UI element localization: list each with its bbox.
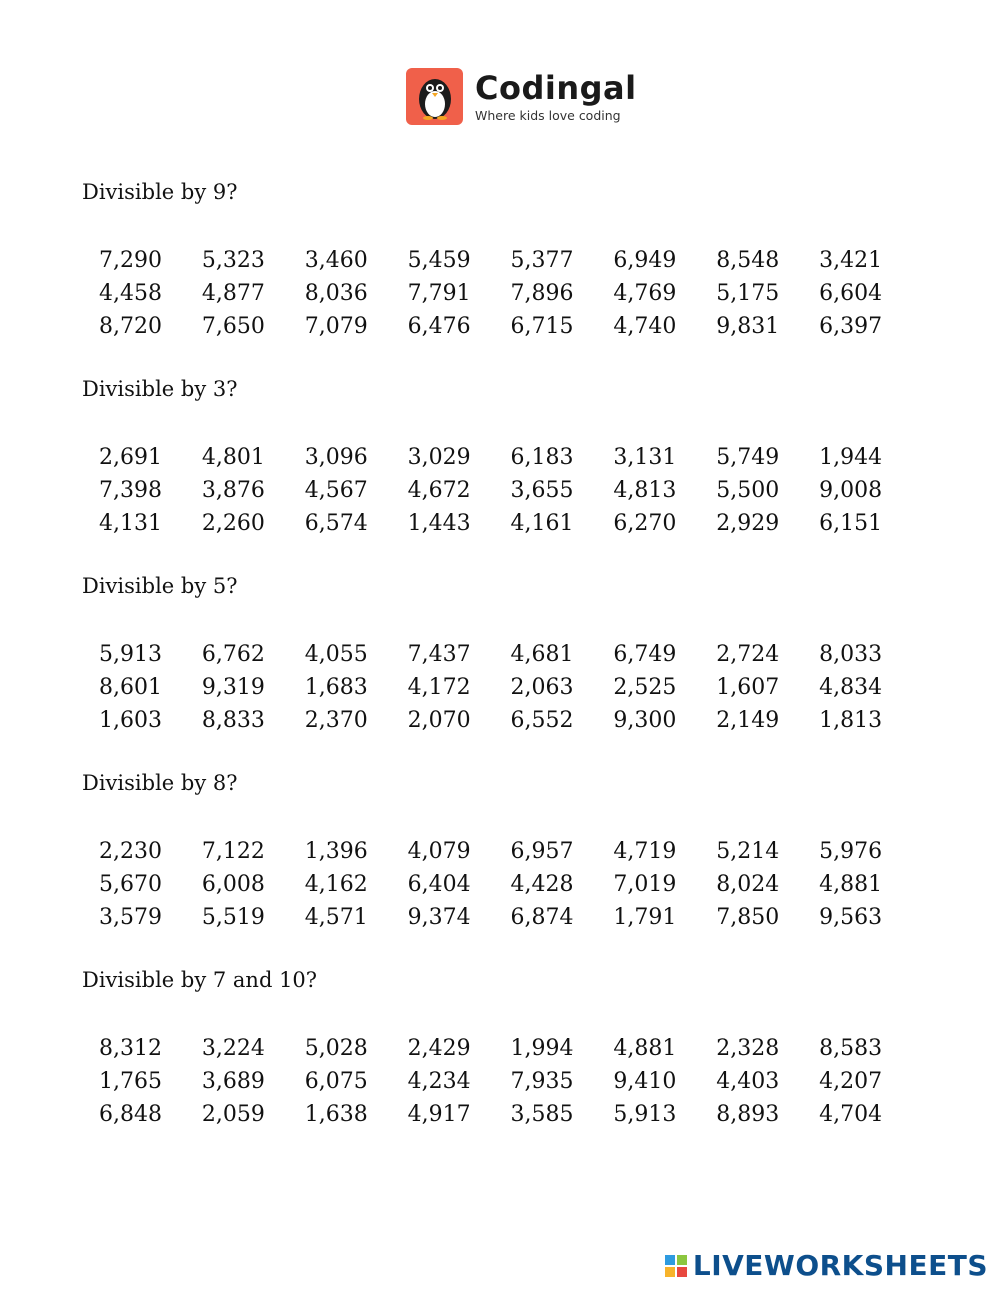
number-cell[interactable]: 2,525 [613, 675, 677, 700]
number-cell[interactable]: 2,370 [304, 708, 368, 733]
number-cell[interactable]: 7,935 [510, 1069, 574, 1094]
number-row [99, 868, 922, 901]
number-cell[interactable]: 4,234 [407, 1069, 471, 1094]
number-cell[interactable]: 5,323 [201, 248, 265, 273]
number-cell[interactable]: 4,161 [510, 511, 574, 536]
number-cell[interactable]: 5,519 [201, 905, 265, 930]
section-divisible-by-9 [82, 178, 922, 343]
number-row [99, 638, 922, 671]
number-cell[interactable]: 7,437 [407, 642, 471, 667]
number-cell[interactable]: 4,207 [819, 1069, 883, 1094]
penguin-icon [406, 68, 463, 125]
number-cell[interactable]: 3,689 [201, 1069, 265, 1094]
number-cell[interactable]: 7,896 [510, 281, 574, 306]
number-cell[interactable]: 8,036 [304, 281, 368, 306]
number-cell[interactable]: 7,791 [407, 281, 471, 306]
number-cell[interactable]: 9,563 [819, 905, 883, 930]
number-cell[interactable]: 5,913 [613, 1102, 677, 1127]
number-cell[interactable]: 8,024 [716, 872, 780, 897]
number-cell[interactable]: 6,008 [201, 872, 265, 897]
number-cell[interactable]: 4,055 [304, 642, 368, 667]
number-cell[interactable]: 5,749 [716, 445, 780, 470]
number-row [99, 474, 922, 507]
number-cell[interactable]: 1,791 [613, 905, 677, 930]
number-cell[interactable]: 5,500 [716, 478, 780, 503]
number-cell[interactable]: 5,377 [510, 248, 574, 273]
number-cell[interactable]: 3,029 [407, 445, 471, 470]
number-cell[interactable]: 4,719 [613, 839, 677, 864]
number-row [99, 441, 922, 474]
number-cell[interactable]: 4,403 [716, 1069, 780, 1094]
number-cell[interactable]: 3,460 [304, 248, 368, 273]
number-cell[interactable]: 1,396 [304, 839, 368, 864]
number-cell[interactable]: 6,183 [510, 445, 574, 470]
number-cell[interactable]: 4,172 [407, 675, 471, 700]
number-cell[interactable]: 6,574 [304, 511, 368, 536]
number-row [99, 671, 922, 704]
number-cell[interactable]: 9,374 [407, 905, 471, 930]
codingal-logo [406, 68, 637, 125]
number-cell[interactable]: 9,319 [201, 675, 265, 700]
section-divisible-by-5 [82, 572, 922, 737]
number-cell[interactable]: 1,607 [716, 675, 780, 700]
number-grid [82, 835, 922, 934]
number-cell[interactable]: 4,813 [613, 478, 677, 503]
number-cell[interactable]: 2,230 [99, 839, 162, 864]
question-title: Divisible by 8? [82, 771, 238, 795]
number-cell[interactable]: 2,070 [407, 708, 471, 733]
question-title: Divisible by 7 and 10? [82, 968, 318, 992]
number-cell[interactable]: 4,834 [819, 675, 883, 700]
number-cell[interactable]: 3,585 [510, 1102, 574, 1127]
number-row [99, 1065, 922, 1098]
number-cell[interactable]: 8,583 [819, 1036, 883, 1061]
number-cell[interactable]: 8,548 [716, 248, 780, 273]
number-cell[interactable]: 2,260 [201, 511, 265, 536]
question-title: Divisible by 3? [82, 377, 238, 401]
number-row [99, 277, 922, 310]
number-cell[interactable]: 1,944 [819, 445, 883, 470]
number-cell[interactable]: 6,476 [407, 314, 471, 339]
number-cell[interactable]: 3,131 [613, 445, 677, 470]
number-cell[interactable]: 7,079 [304, 314, 368, 339]
number-cell[interactable]: 2,149 [716, 708, 780, 733]
number-cell[interactable]: 4,571 [304, 905, 368, 930]
number-cell[interactable]: 4,801 [201, 445, 265, 470]
number-cell[interactable]: 7,019 [613, 872, 677, 897]
number-cell[interactable]: 7,122 [201, 839, 265, 864]
liveworksheets-icon [665, 1255, 687, 1277]
number-cell[interactable]: 4,881 [819, 872, 883, 897]
number-cell[interactable]: 3,421 [819, 248, 883, 273]
number-cell[interactable]: 6,715 [510, 314, 574, 339]
number-cell[interactable]: 1,994 [510, 1036, 574, 1061]
number-cell[interactable]: 6,604 [819, 281, 883, 306]
number-cell[interactable]: 8,033 [819, 642, 883, 667]
number-cell[interactable]: 6,397 [819, 314, 883, 339]
number-cell[interactable]: 8,893 [716, 1102, 780, 1127]
number-cell[interactable]: 6,075 [304, 1069, 368, 1094]
number-cell[interactable]: 4,877 [201, 281, 265, 306]
number-cell[interactable]: 6,874 [510, 905, 574, 930]
number-row [99, 901, 922, 934]
number-cell[interactable]: 8,833 [201, 708, 265, 733]
number-cell[interactable]: 1,765 [99, 1069, 162, 1094]
number-grid [82, 441, 922, 540]
number-row [99, 1032, 922, 1065]
number-cell[interactable]: 9,008 [819, 478, 883, 503]
number-cell[interactable]: 3,655 [510, 478, 574, 503]
number-cell[interactable]: 7,650 [201, 314, 265, 339]
number-cell[interactable]: 8,312 [99, 1036, 162, 1061]
number-cell[interactable]: 5,913 [99, 642, 162, 667]
brand-tagline: Where kids love coding [475, 107, 621, 123]
number-cell[interactable]: 6,848 [99, 1102, 162, 1127]
number-cell[interactable]: 3,224 [201, 1036, 265, 1061]
number-cell[interactable]: 2,724 [716, 642, 780, 667]
number-cell[interactable]: 4,681 [510, 642, 574, 667]
number-cell[interactable]: 6,957 [510, 839, 574, 864]
number-cell[interactable]: 1,813 [819, 708, 883, 733]
number-row [99, 1098, 922, 1131]
number-cell[interactable]: 6,404 [407, 872, 471, 897]
number-cell[interactable]: 7,398 [99, 478, 162, 503]
number-cell[interactable]: 5,670 [99, 872, 162, 897]
number-row [99, 835, 922, 868]
number-cell[interactable]: 8,601 [99, 675, 162, 700]
number-cell[interactable]: 6,749 [613, 642, 677, 667]
number-cell[interactable]: 4,567 [304, 478, 368, 503]
number-grid [82, 638, 922, 737]
number-cell[interactable]: 1,683 [304, 675, 368, 700]
number-cell[interactable]: 9,410 [613, 1069, 677, 1094]
number-cell[interactable]: 6,949 [613, 248, 677, 273]
number-cell[interactable]: 4,079 [407, 839, 471, 864]
question-title: Divisible by 5? [82, 574, 238, 598]
number-cell[interactable]: 3,096 [304, 445, 368, 470]
number-cell[interactable]: 2,929 [716, 511, 780, 536]
number-cell[interactable]: 4,704 [819, 1102, 883, 1127]
number-cell[interactable]: 2,328 [716, 1036, 780, 1061]
section-divisible-by-3 [82, 375, 922, 540]
liveworksheets-badge[interactable] [665, 1249, 988, 1282]
number-cell[interactable]: 3,579 [99, 905, 162, 930]
number-cell[interactable]: 4,458 [99, 281, 162, 306]
number-row [99, 244, 922, 277]
number-cell[interactable]: 8,720 [99, 314, 162, 339]
number-cell[interactable]: 9,831 [716, 314, 780, 339]
number-cell[interactable]: 4,917 [407, 1102, 471, 1127]
number-cell[interactable]: 2,063 [510, 675, 574, 700]
number-cell[interactable]: 4,428 [510, 872, 574, 897]
number-cell[interactable]: 5,214 [716, 839, 780, 864]
number-row [99, 507, 922, 540]
section-divisible-by-7-and-10 [82, 966, 922, 1131]
number-cell[interactable]: 4,131 [99, 511, 162, 536]
number-cell[interactable]: 2,059 [201, 1102, 265, 1127]
number-cell[interactable]: 6,552 [510, 708, 574, 733]
number-grid [82, 244, 922, 343]
number-cell[interactable]: 6,270 [613, 511, 677, 536]
number-cell[interactable]: 4,881 [613, 1036, 677, 1061]
number-cell[interactable]: 7,850 [716, 905, 780, 930]
number-cell[interactable]: 7,290 [99, 248, 162, 273]
number-cell[interactable]: 3,876 [201, 478, 265, 503]
number-cell[interactable]: 4,672 [407, 478, 471, 503]
number-cell[interactable]: 1,443 [407, 511, 471, 536]
number-cell[interactable]: 4,162 [304, 872, 368, 897]
liveworksheets-label: LIVEWORKSHEETS [692, 1249, 988, 1282]
number-cell[interactable]: 5,175 [716, 281, 780, 306]
number-row [99, 310, 922, 343]
number-cell[interactable]: 9,300 [613, 708, 677, 733]
brand-name: Codingal [475, 68, 637, 107]
number-cell[interactable]: 1,638 [304, 1102, 368, 1127]
number-cell[interactable]: 4,769 [613, 281, 677, 306]
number-row [99, 704, 922, 737]
number-cell[interactable]: 6,762 [201, 642, 265, 667]
number-cell[interactable]: 5,028 [304, 1036, 368, 1061]
question-title: Divisible by 9? [82, 180, 238, 204]
number-grid [82, 1032, 922, 1131]
number-cell[interactable]: 5,976 [819, 839, 883, 864]
number-cell[interactable]: 2,429 [407, 1036, 471, 1061]
section-divisible-by-8 [82, 769, 922, 934]
number-cell[interactable]: 5,459 [407, 248, 471, 273]
number-cell[interactable]: 4,740 [613, 314, 677, 339]
number-cell[interactable]: 1,603 [99, 708, 162, 733]
number-cell[interactable]: 2,691 [99, 445, 162, 470]
number-cell[interactable]: 6,151 [819, 511, 883, 536]
